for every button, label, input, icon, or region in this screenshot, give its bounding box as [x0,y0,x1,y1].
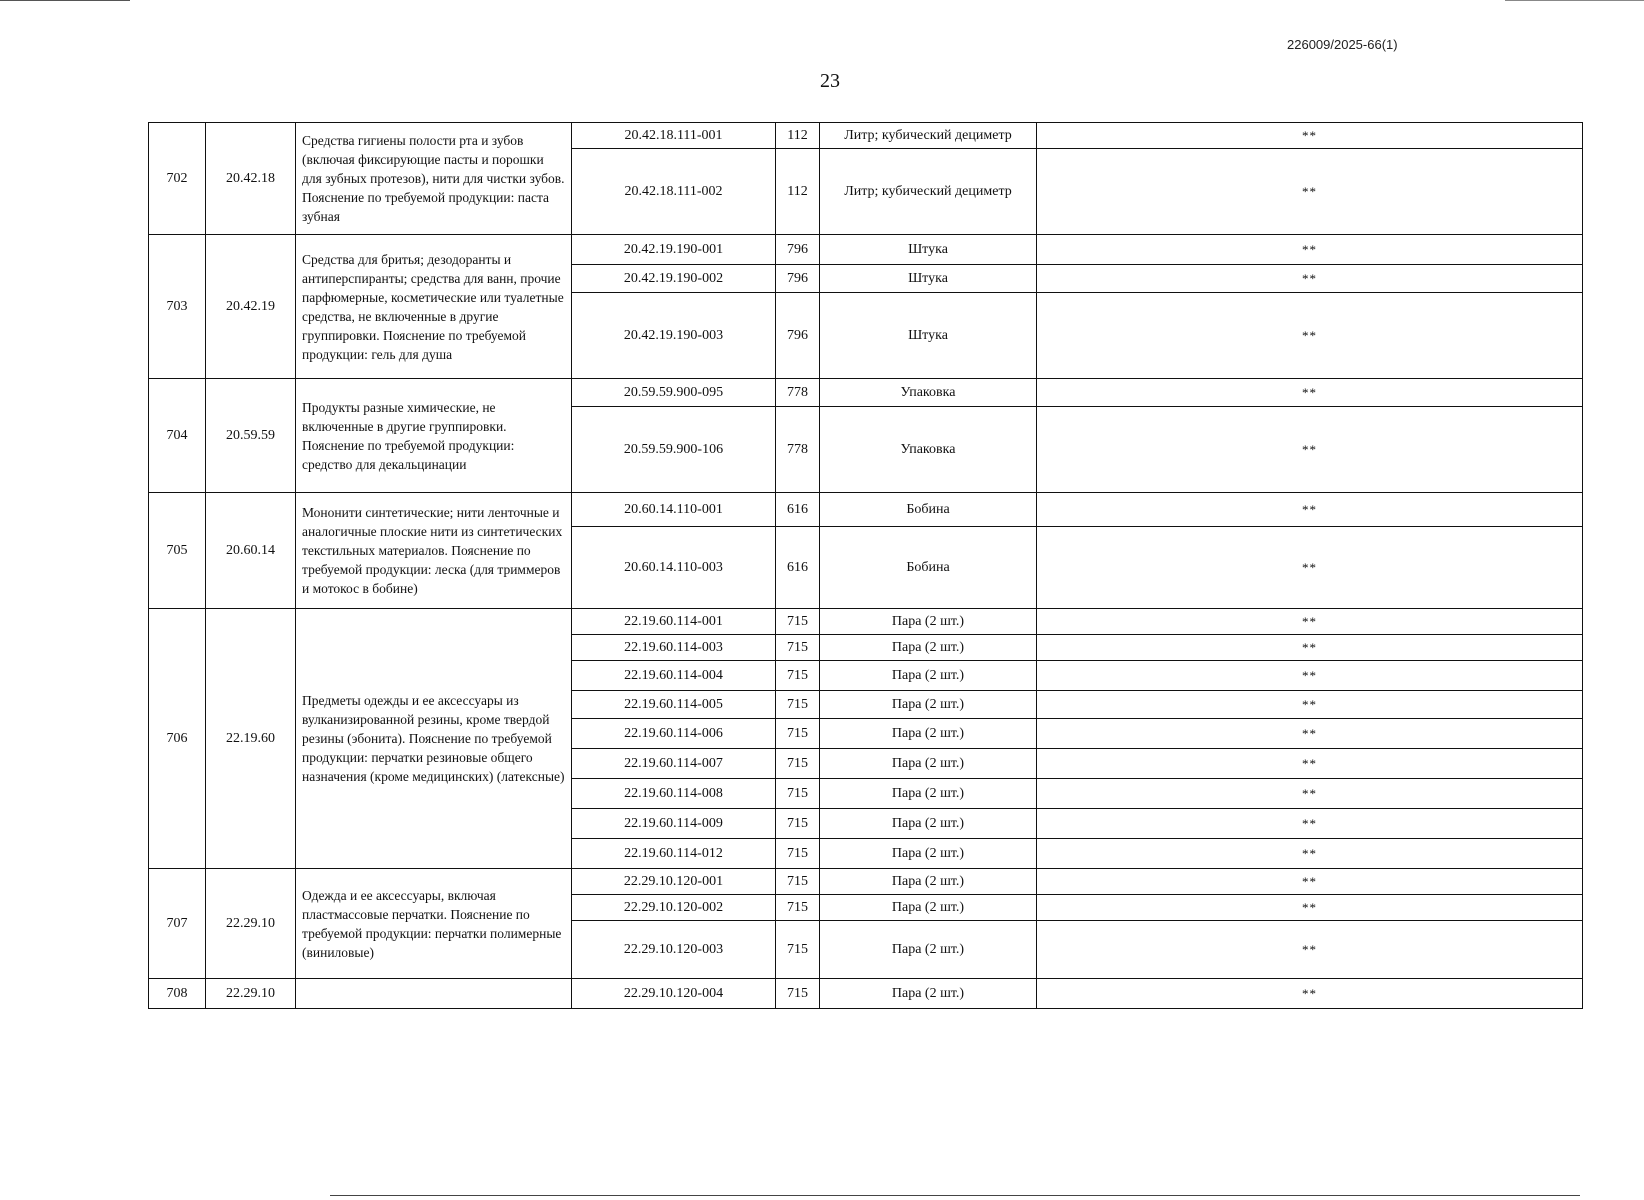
ktru-code: 20.60.14.110-001 [572,493,776,527]
note-marker: ** [1037,635,1583,661]
ktru-code: 22.19.60.114-005 [572,691,776,719]
note-marker: ** [1037,493,1583,527]
note-marker: ** [1037,235,1583,265]
unit-name: Литр; кубический дециметр [820,149,1037,235]
unit-name: Пара (2 шт.) [820,635,1037,661]
row-number: 708 [149,979,206,1009]
okpd-code: 20.42.19 [206,235,296,379]
product-description: Предметы одежды и ее аксессуары из вулканизированной резины, кроме твердой резины (эбонита). Пояснение по требуемой продукции: перчатки резиновые общего назначения (кроме медицинских) (латексные) [296,609,572,869]
unit-name: Пара (2 шт.) [820,661,1037,691]
okei-code: 715 [776,749,820,779]
okei-code: 715 [776,809,820,839]
ktru-code: 22.19.60.114-004 [572,661,776,691]
ktru-code: 22.19.60.114-003 [572,635,776,661]
row-number: 703 [149,235,206,379]
note-marker: ** [1037,149,1583,235]
scan-edge-line [0,0,130,1]
okei-code: 778 [776,407,820,493]
note-marker: ** [1037,839,1583,869]
row-number: 707 [149,869,206,979]
unit-name: Пара (2 шт.) [820,719,1037,749]
unit-name: Пара (2 шт.) [820,979,1037,1009]
okei-code: 616 [776,527,820,609]
ktru-code: 22.19.60.114-012 [572,839,776,869]
okei-code: 112 [776,149,820,235]
unit-name: Пара (2 шт.) [820,779,1037,809]
note-marker: ** [1037,979,1583,1009]
scan-edge-line [1505,0,1644,1]
okei-code: 715 [776,661,820,691]
note-marker: ** [1037,921,1583,979]
okei-code: 715 [776,979,820,1009]
unit-name: Штука [820,265,1037,293]
okei-code: 112 [776,123,820,149]
ktru-code: 22.19.60.114-001 [572,609,776,635]
ktru-code: 20.59.59.900-106 [572,407,776,493]
ktru-code: 22.19.60.114-007 [572,749,776,779]
note-marker: ** [1037,407,1583,493]
okei-code: 715 [776,839,820,869]
okpd-code: 22.19.60 [206,609,296,869]
note-marker: ** [1037,379,1583,407]
unit-name: Пара (2 шт.) [820,691,1037,719]
ktru-code: 22.29.10.120-004 [572,979,776,1009]
ktru-code: 22.19.60.114-006 [572,719,776,749]
scan-edge-line [330,1195,1580,1196]
unit-name: Литр; кубический дециметр [820,123,1037,149]
document-number: 226009/2025-66(1) [1287,37,1398,52]
table-row [149,493,1583,527]
ktru-code: 20.42.19.190-003 [572,293,776,379]
product-description: Мононити синтетические; нити ленточные и аналогичные плоские нити из синтетических текстильных материалов. Пояснение по требуемой продукции: леска (для триммеров и мотокос в бобине) [296,493,572,609]
unit-name: Пара (2 шт.) [820,869,1037,895]
table-row [149,979,1583,1009]
note-marker: ** [1037,293,1583,379]
unit-name: Бобина [820,493,1037,527]
okei-code: 715 [776,635,820,661]
ktru-code: 22.29.10.120-003 [572,921,776,979]
okpd-code: 20.60.14 [206,493,296,609]
ktru-code: 22.29.10.120-001 [572,869,776,895]
okei-code: 715 [776,869,820,895]
table-row [149,235,1583,265]
table-body [149,123,1583,1009]
note-marker: ** [1037,749,1583,779]
product-description: Средства для бритья; дезодоранты и антиперспиранты; средства для ванн, прочие парфюмерные, косметические или туалетные средства, не включенные в другие группировки. Пояснение по требуемой продукции: гель для душа [296,235,572,379]
ktru-code: 20.42.18.111-001 [572,123,776,149]
unit-name: Пара (2 шт.) [820,809,1037,839]
okpd-code: 22.29.10 [206,869,296,979]
note-marker: ** [1037,869,1583,895]
unit-name: Упаковка [820,407,1037,493]
row-number: 702 [149,123,206,235]
row-number: 704 [149,379,206,493]
products-table [148,122,1583,1009]
okei-code: 715 [776,779,820,809]
unit-name: Упаковка [820,379,1037,407]
unit-name: Пара (2 шт.) [820,895,1037,921]
unit-name: Бобина [820,527,1037,609]
row-number: 706 [149,609,206,869]
okpd-code: 20.42.18 [206,123,296,235]
ktru-code: 22.19.60.114-008 [572,779,776,809]
unit-name: Штука [820,235,1037,265]
product-description [296,979,572,1009]
note-marker: ** [1037,609,1583,635]
ktru-code: 20.60.14.110-003 [572,527,776,609]
okpd-code: 20.59.59 [206,379,296,493]
okei-code: 715 [776,691,820,719]
unit-name: Пара (2 шт.) [820,921,1037,979]
product-description: Продукты разные химические, не включенные в другие группировки. Пояснение по требуемой продукции: средство для декальцинации [296,379,572,493]
unit-name: Пара (2 шт.) [820,609,1037,635]
table-row [149,609,1583,635]
okei-code: 715 [776,895,820,921]
note-marker: ** [1037,779,1583,809]
ktru-code: 20.42.19.190-001 [572,235,776,265]
table-row [149,379,1583,407]
page-number: 23 [820,70,840,92]
table-row [149,123,1583,149]
unit-name: Пара (2 шт.) [820,839,1037,869]
ktru-code: 22.19.60.114-009 [572,809,776,839]
okei-code: 796 [776,265,820,293]
ktru-code: 20.59.59.900-095 [572,379,776,407]
okei-code: 715 [776,921,820,979]
row-number: 705 [149,493,206,609]
ktru-code: 20.42.19.190-002 [572,265,776,293]
unit-name: Пара (2 шт.) [820,749,1037,779]
okei-code: 796 [776,235,820,265]
note-marker: ** [1037,719,1583,749]
note-marker: ** [1037,661,1583,691]
okei-code: 616 [776,493,820,527]
ktru-code: 22.29.10.120-002 [572,895,776,921]
note-marker: ** [1037,809,1583,839]
note-marker: ** [1037,527,1583,609]
note-marker: ** [1037,691,1583,719]
note-marker: ** [1037,123,1583,149]
okei-code: 715 [776,719,820,749]
product-description: Средства гигиены полости рта и зубов (включая фиксирующие пасты и порошки для зубных протезов), нити для чистки зубов. Пояснение по требуемой продукции: паста зубная [296,123,572,235]
unit-name: Штука [820,293,1037,379]
okpd-code: 22.29.10 [206,979,296,1009]
table-row [149,869,1583,895]
ktru-code: 20.42.18.111-002 [572,149,776,235]
okei-code: 715 [776,609,820,635]
note-marker: ** [1037,895,1583,921]
note-marker: ** [1037,265,1583,293]
product-description: Одежда и ее аксессуары, включая пластмассовые перчатки. Пояснение по требуемой продукции: перчатки полимерные (виниловые) [296,869,572,979]
okei-code: 778 [776,379,820,407]
okei-code: 796 [776,293,820,379]
